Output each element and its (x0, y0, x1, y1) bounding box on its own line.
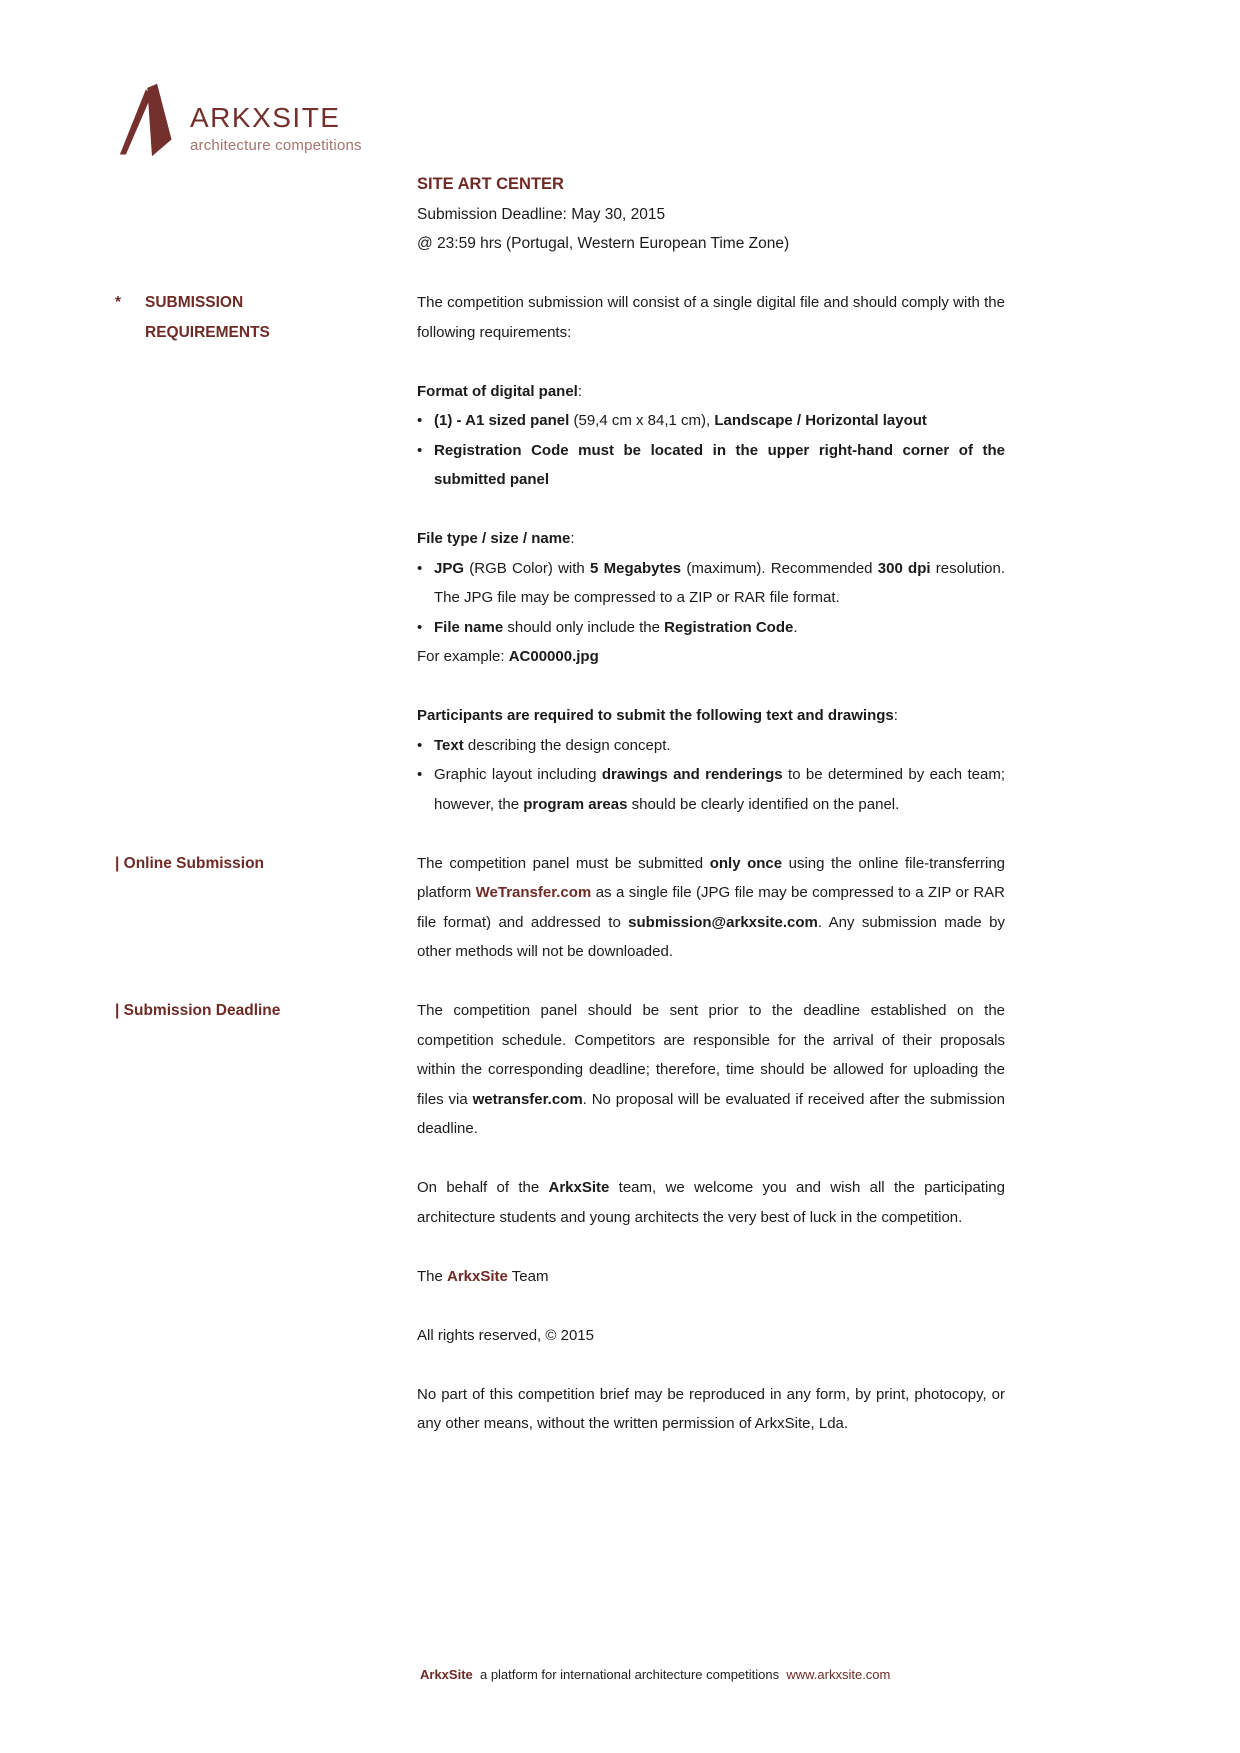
section-online-submission (0, 849, 1240, 967)
section-format-of-digital-panel (0, 377, 1240, 495)
content-cell (417, 1173, 1005, 1232)
list-item (417, 613, 1005, 643)
submission-deadline-line: Submission Deadline: May 30, 2015 (417, 205, 666, 223)
content-cell (417, 288, 1005, 347)
text-segment: ArkxSite (548, 1179, 610, 1196)
bullet-icon: • (417, 441, 423, 459)
submission-deadline-paragraph (417, 996, 1005, 1144)
text-segment: All rights reserved, © 2015 (417, 1326, 594, 1344)
text-segment: ArkxSite (420, 1667, 473, 1682)
list-item-text (434, 554, 1005, 613)
text-segment: team, we welcome you and wish all the participating architecture students and young architects the very best of luck in the competition. (417, 1179, 1005, 1226)
asterisk-marker: * (115, 294, 122, 311)
list-item (417, 554, 1005, 613)
wetransfer-link[interactable]: wetransfer.com (472, 1090, 583, 1108)
sidebar-label-submission-deadline: | Submission Deadline (115, 1002, 281, 1019)
list-item (417, 406, 1005, 436)
list-item-text (434, 613, 1005, 643)
arkxsite-a-mark-icon (118, 82, 172, 158)
text-segment: : (893, 707, 898, 724)
page-title: SITE ART CENTER (417, 175, 564, 193)
section-submission-deadline (0, 996, 1240, 1144)
text-segment: should only include the (503, 618, 665, 636)
text-segment: using the online file-transferring platform (417, 854, 1006, 901)
content-cell (417, 849, 1005, 967)
text-segment: Registration Code must be located in the upper right-hand corner of the submitted panel (434, 441, 1005, 488)
text-segment: The competition panel must be submitted (417, 854, 710, 872)
text-segment: to be determined by each team; however, the (434, 766, 1005, 813)
text-segment: The (417, 1267, 448, 1285)
submission-email-link[interactable]: submission@arkxsite.com (628, 913, 818, 931)
text-segment: AC00000.jpg (508, 648, 599, 665)
section-closing (0, 1173, 1240, 1232)
section-file-type-size-name (0, 524, 1240, 672)
list-item-text (434, 760, 1005, 819)
text-segment: . (793, 618, 798, 636)
text-segment: The competition panel should be sent prior to the deadline established on the competition schedule. Competitors are responsible for the arrival of their proposals within the corresponding deadline; therefore, time should be allowed for uploading the files via (417, 1002, 1005, 1108)
text-segment: program areas (523, 795, 628, 813)
copyright-paragraph (417, 1380, 1005, 1439)
text-segment: : (570, 530, 575, 547)
sidebar-label-line2: REQUIREMENTS (145, 323, 270, 341)
text-segment: ArkxSite (447, 1267, 508, 1285)
text-segment: : (577, 382, 583, 400)
arkxsite-url-link[interactable]: www.arkxsite.com (786, 1667, 891, 1682)
text-segment: Text (434, 736, 464, 754)
sidebar-label-submission-requirements (115, 288, 417, 347)
text-segment: File type / size / name (417, 530, 571, 547)
list-item-text (434, 731, 1005, 761)
sidebar-label-online-submission: | Online Submission (115, 854, 265, 872)
content-cell (417, 701, 1005, 819)
section-rights (0, 1321, 1240, 1351)
team-line (417, 1262, 1005, 1292)
section-submission-requirements (0, 288, 1240, 347)
text-segment: as a single file (JPG file may be compressed to a ZIP or RAR file format) and addressed to (417, 884, 1005, 931)
text-segment: 5 Megabytes (590, 559, 682, 577)
participants-heading (417, 701, 1005, 731)
content-cell (417, 1321, 1005, 1351)
page-footer (420, 1666, 890, 1684)
text-segment: The competition submission will consist of a single digital file and should comply with the following requirements: (417, 294, 1005, 341)
text-segment: 300 dpi (877, 559, 931, 577)
text-segment: No part of this competition brief may be reproduced in any form, by print, photocopy, or any other means, without the written permission of ArkxSite, Lda. (417, 1385, 1005, 1432)
content-cell (417, 1262, 1005, 1292)
text-segment: (59,4 cm x 84,1 cm), (573, 412, 715, 429)
list-item (417, 731, 1005, 761)
text-segment: File name (434, 618, 504, 636)
text-segment: . Any submission made by other methods will not be downloaded. (417, 913, 1005, 960)
text-segment: JPG (434, 559, 465, 577)
text-segment: Team (507, 1267, 549, 1285)
bullet-icon: • (417, 766, 423, 783)
text-segment: Participants are required to submit the following text and drawings (417, 707, 894, 724)
section-participants-requirements (0, 701, 1240, 819)
list-item (417, 436, 1005, 495)
sidebar-cell (0, 288, 417, 347)
text-segment: only once (709, 854, 783, 872)
text-segment: resolution. The JPG file may be compressed to a ZIP or RAR file format. (434, 559, 1006, 606)
file-example-line (417, 642, 1005, 672)
rights-line (417, 1321, 1005, 1351)
timezone-line: @ 23:59 hrs (Portugal, Western European Time Zone) (417, 235, 790, 252)
intro-paragraph (417, 288, 1005, 347)
text-segment: (1) - A1 sized panel (434, 412, 574, 429)
format-heading (417, 377, 1005, 407)
sidebar-cell (0, 849, 417, 879)
bullet-icon: • (417, 412, 423, 429)
list-item (417, 760, 1005, 819)
document-body (0, 288, 1240, 1439)
text-segment: (maximum). Recommended (681, 559, 878, 577)
sidebar-label-line1: SUBMISSION (145, 294, 244, 311)
content-cell (417, 377, 1005, 495)
wetransfer-link[interactable]: WeTransfer.com (475, 884, 592, 901)
file-heading (417, 524, 1005, 554)
sidebar-label-lines (145, 288, 270, 347)
text-segment: (RGB Color) with (464, 559, 591, 577)
text-segment: Landscape / Horizontal layout (714, 412, 927, 429)
text-segment: Graphic layout including (434, 766, 602, 783)
text-segment: drawings and renderings (601, 766, 783, 783)
section-copyright-notice (0, 1380, 1240, 1439)
section-team-signature (0, 1262, 1240, 1292)
bullet-icon: • (417, 559, 423, 577)
text-segment: . No proposal will be evaluated if received after the submission deadline. (417, 1090, 1005, 1137)
text-segment: should be clearly identified on the panel. (627, 795, 900, 813)
list-item-text (434, 406, 1005, 436)
logo-wordmark: ARKXSITE (190, 102, 341, 133)
text-segment: For example: (417, 648, 509, 665)
arkxsite-logo (118, 82, 362, 158)
content-cell (417, 996, 1005, 1144)
text-segment: a platform for international architecture competitions (472, 1667, 787, 1682)
bullet-icon: • (417, 736, 423, 754)
text-segment: On behalf of the (417, 1179, 549, 1196)
sidebar-cell (0, 996, 417, 1026)
text-segment: Registration Code (664, 618, 794, 636)
text-segment: describing the design concept. (463, 736, 671, 754)
logo-text (190, 82, 362, 154)
content-cell (417, 524, 1005, 672)
logo-tagline: architecture competitions (190, 137, 362, 154)
closing-paragraph (417, 1173, 1005, 1232)
title-block (417, 170, 1005, 259)
text-segment: Format of digital panel (417, 382, 578, 400)
list-item-text (434, 436, 1005, 495)
content-cell (417, 1380, 1005, 1439)
bullet-icon: • (417, 618, 423, 636)
online-submission-paragraph (417, 849, 1005, 967)
